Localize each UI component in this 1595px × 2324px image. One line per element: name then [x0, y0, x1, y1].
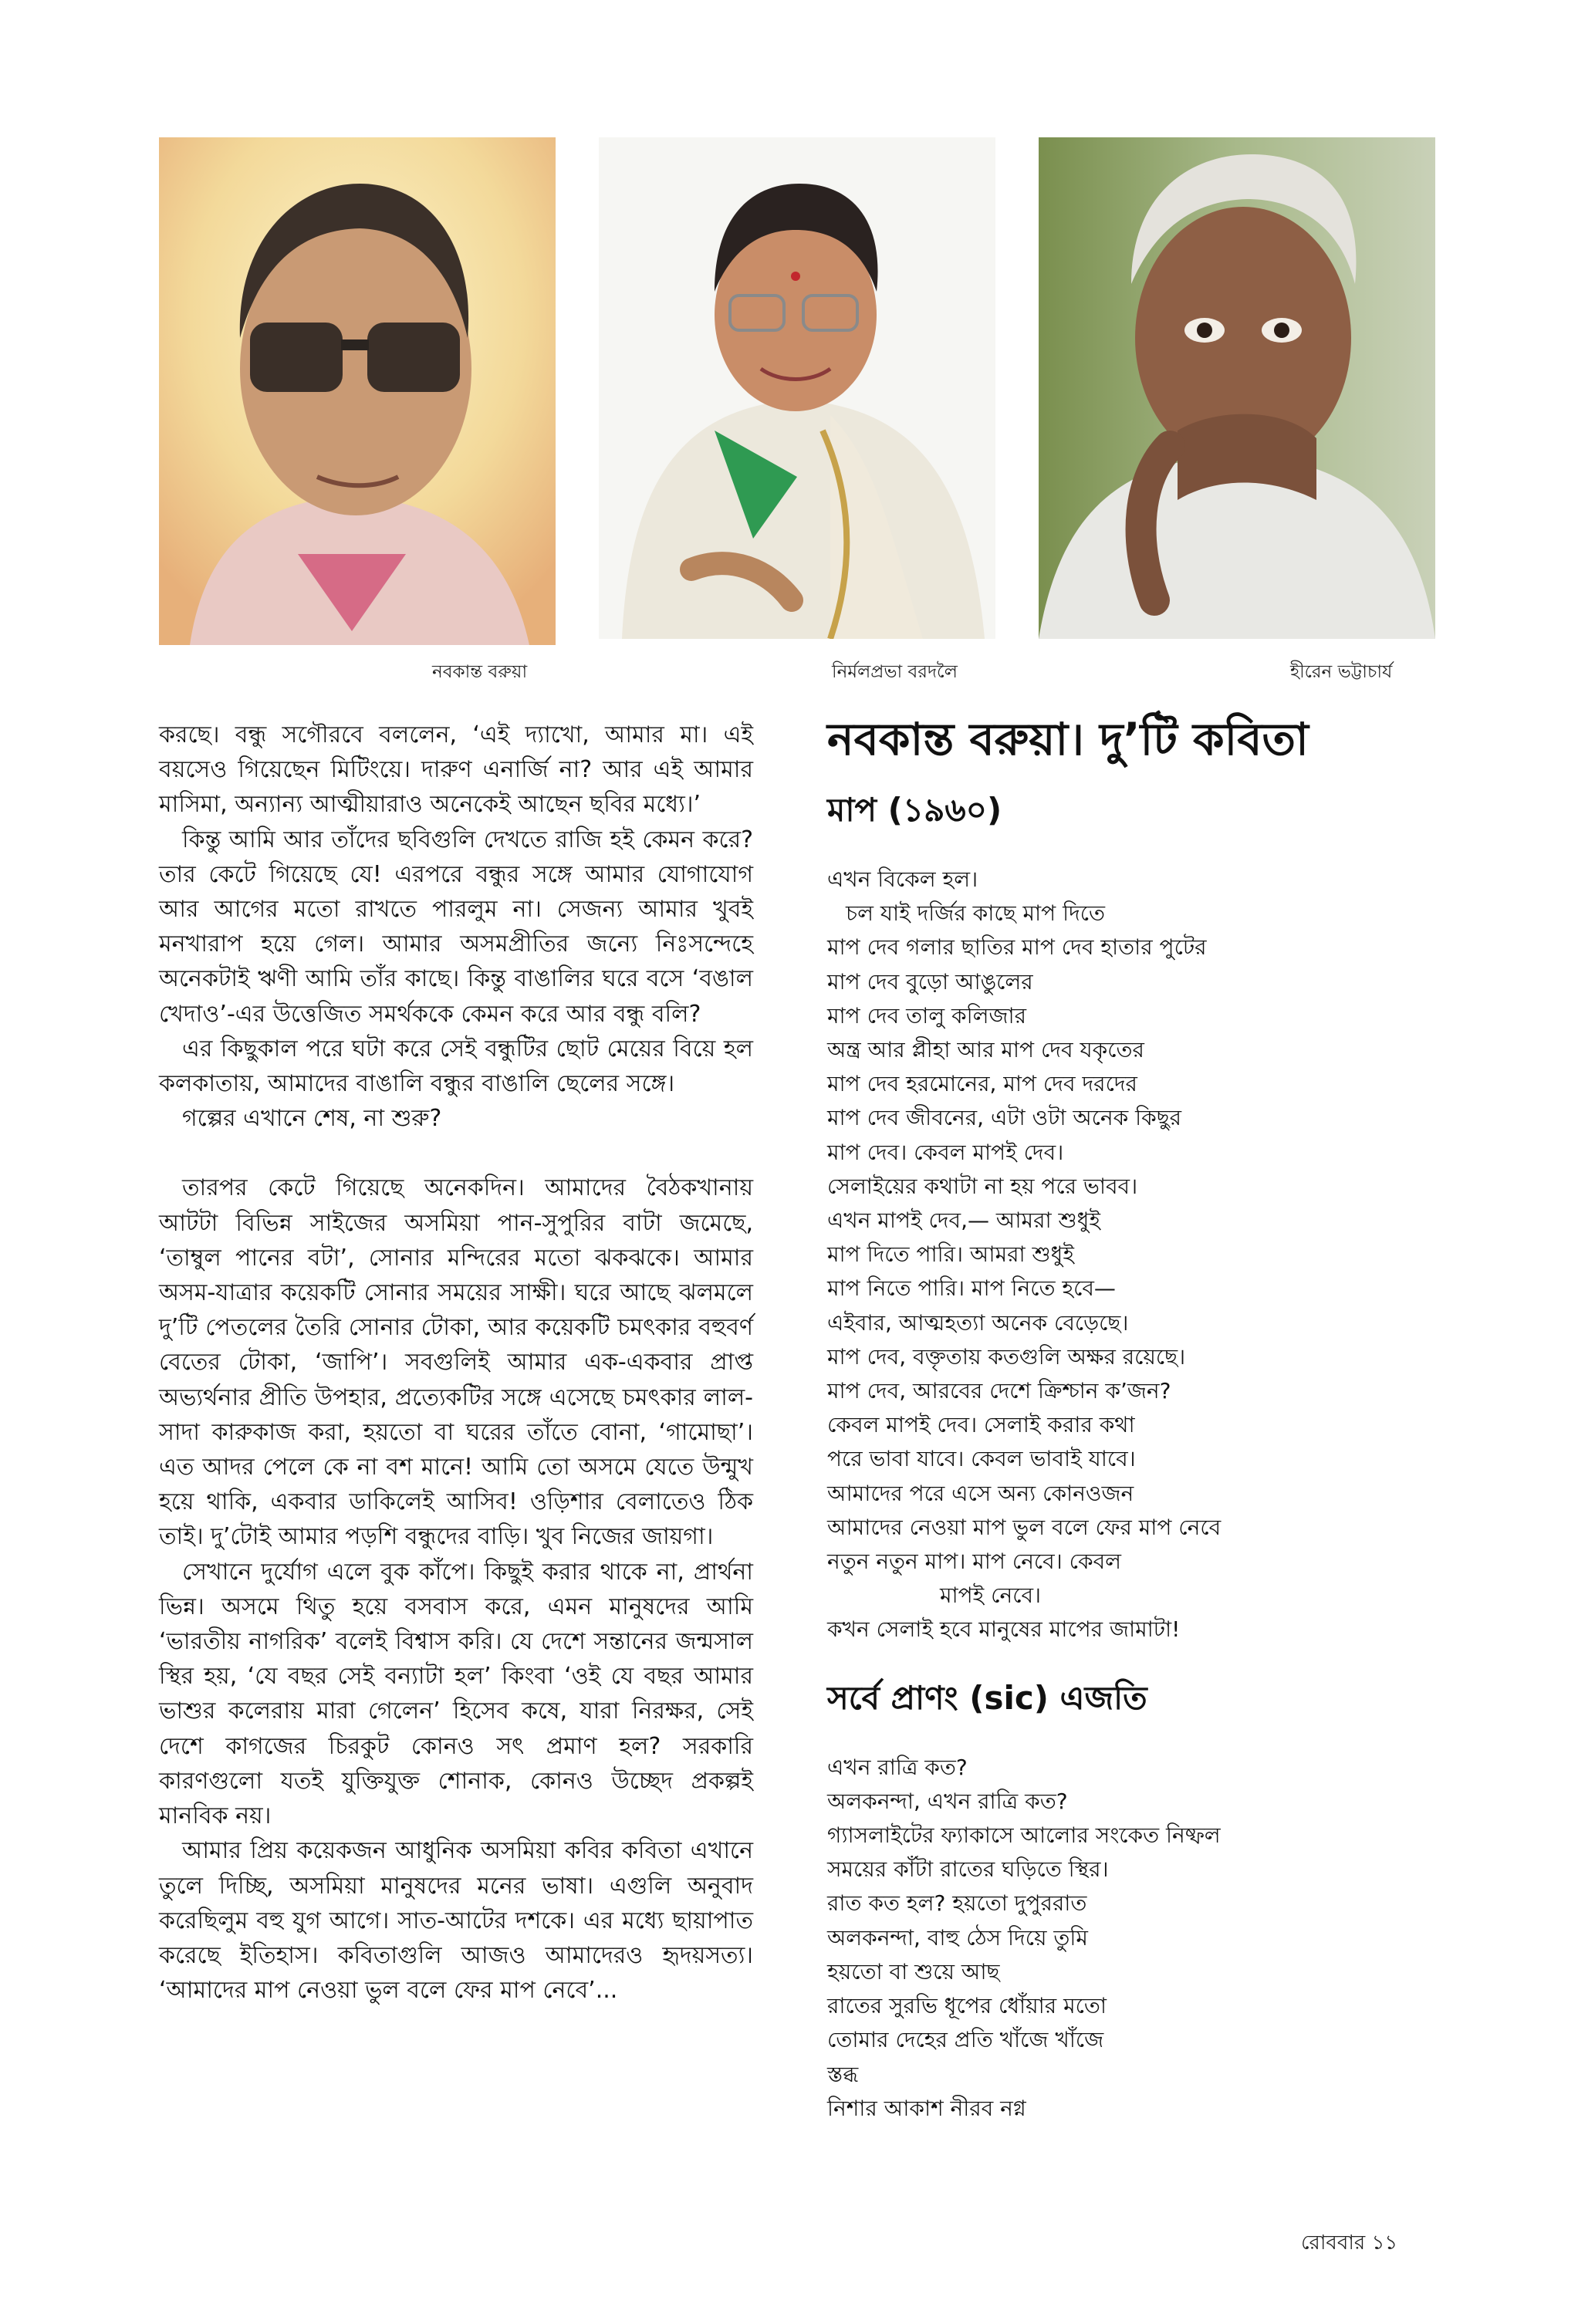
paragraph-break	[159, 1136, 753, 1170]
article-paragraph: আমার প্রিয় কয়েকজন আধুনিক অসমিয়া কবির কবিতা এখানে তুলে দিচ্ছি, অসমিয়া মানুষদের মনের ভাষা। এগুলি অনুবাদ করেছিলুম বহু যুগ আগে। সাত-আটের দশকে। এর মধ্যে ছায়াপাত করেছে ইতিহাস। কবিতাগুলি আজও আমাদেরও হৃদয়সত্য। ‘আমাদের মাপ নেওয়া ভুল বলে ফের মাপ নেবে’...	[159, 1837, 753, 2005]
poem-line: গ্যাসলাইটের ফ্যাকাসে আলোর সংকেত নিষ্ফল	[827, 1822, 1221, 1849]
poem-line: মাপ দেব বুড়ো আঙুলের	[827, 968, 1033, 995]
poem-line: সময়ের কাঁটা রাতের ঘড়িতে স্থির।	[827, 1856, 1109, 1883]
poem-sarve-pranam-body	[827, 1751, 1445, 2126]
poem-line: কখন সেলাই হবে মানুষের মাপের জামাটা!	[827, 1616, 1181, 1643]
photo-hiren-bhattacharya	[1039, 137, 1435, 639]
poem-line: অন্ত্র আর প্লীহা আর মাপ দেব যকৃতের	[827, 1037, 1144, 1063]
poem-map-body	[827, 863, 1445, 1647]
poem-line: মাপ দেব গলার ছাতির মাপ দেব হাতার পুটের	[827, 934, 1207, 961]
article-paragraph: করছে। বন্ধু সগৌরবে বললেন, ‘এই দ্যাখো, আমার মা। এই বয়সেও গিয়েছেন মিটিংয়ে। দারুণ এনার্জি না? আর এই আমার মাসিমা, অন্যান্য আত্মীয়ারাও অনেকেই আছেন ছবির মধ্যে।’	[159, 721, 753, 819]
poem-line: হয়তো বা শুয়ে আছ	[827, 1958, 1000, 1985]
poem-line: মাপ দেব তালু কলিজার	[827, 1002, 1027, 1029]
poem-line: এখন রাত্রি কত?	[827, 1754, 968, 1780]
poem-title-sarve-pranam: সর্বে প্রাণং (sic) এজতি	[827, 1678, 1147, 1717]
poem-line: রাত কত হল? হয়তো দুপুররাত	[827, 1890, 1087, 1917]
poems-column	[827, 708, 1445, 2126]
section-heading: নবকান্ত বরুয়া। দু’টি কবিতা	[827, 713, 1309, 765]
poem-line: রাতের সুরভি ধূপের ধোঁয়ার মতো	[827, 1993, 1107, 2019]
photo-caption-hiren-bhattacharya: হীরেন ভট্টাচার্য	[1290, 662, 1393, 682]
article-paragraph: গল্পের এখানে শেষ, না শুরু?	[182, 1105, 442, 1133]
photo-nabakanta-barua	[159, 137, 556, 645]
poem-line: সেলাইয়ের কথাটা না হয় পরে ভাবব।	[827, 1173, 1138, 1199]
poem-line: চল যাই দর্জির কাছে মাপ দিতে	[846, 900, 1106, 927]
poem-line: মাপ দিতে পারি। আমরা শুধুই	[827, 1241, 1074, 1268]
article-paragraph: তারপর কেটে গিয়েছে অনেকদিন। আমাদের বৈঠকখানায় আটটা বিভিন্ন সাইজের অসমিয়া পান-সুপুরির বাটা জমেছে, ‘তাম্বুল পানের বটা’, সোনার মন্দিরের মতো ঝকঝকে। আমার অসম-যাত্রার কয়েকটি সোনার সময়ের সাক্ষী। ঘরে আছে ঝলমলে দু’টি পেতলের তৈরি সোনার টোকা, আর কয়েকটি চমৎকার বহুবর্ণ বেতের টোকা, ‘জাপি’। সবগুলিই আমার এক-একবার প্রাপ্ত অভ্যর্থনার প্রীতি উপহার, প্রত্যেকটির সঙ্গে এসেছে চমৎকার লাল-সাদা কারুকাজ করা, হয়তো বা ঘরের তাঁতে বোনা, ‘গামোছা’। এত আদর পেলে কে না বশ মানে! আমি তো অসমে যেতে উন্মুখ হয়ে থাকি, একবার ডাকিলেই আসিব! ওড়িশার বেলাতেও ঠিক তাই। দু’টোই আমার পড়শি বন্ধুদের বাড়ি। খুব নিজের জায়গা।	[159, 1174, 753, 1551]
poem-line: অলকনন্দা, বাহু ঠেস দিয়ে তুমি	[827, 1924, 1088, 1951]
poem-line: মাপ দেব, আরবের দেশে ক্রিশ্চান ক’জন?	[827, 1378, 1171, 1404]
article-paragraph: কিন্তু আমি আর তাঁদের ছবিগুলি দেখতে রাজি হই কেমন করে? তার কেটে গিয়েছে যে! এরপরে বন্ধুর সঙ্গে আমার যোগাযোগ আর আগের মতো রাখতে পারলুম না। সেজন্য আমার খুবই মনখারাপ হয়ে গেল। আমার অসমপ্রীতির জন্যে নিঃসন্দেহে অনেকটাই ঋণী আমি তাঁর কাছে। কিন্তু বাঙালির ঘরে বসে ‘বঙাল খেদাও’-এর উত্তেজিত সমর্থককে কেমন করে আর বন্ধু বলি?	[159, 826, 753, 1028]
poem-line: এখন বিকেল হল।	[827, 866, 978, 892]
poem-line: মাপ দেব। কেবল মাপই দেব।	[827, 1139, 1064, 1165]
poem-line: তোমার দেহের প্রতি খাঁজে খাঁজে	[827, 2027, 1104, 2053]
poem-line: মাপ দেব হরমোনের, মাপ দেব দরদের	[827, 1071, 1137, 1097]
photo-caption-nabakanta-barua: নবকান্ত বরুয়া	[432, 662, 528, 682]
poem-line: অলকনন্দা, এখন রাত্রি কত?	[827, 1788, 1068, 1814]
poem-line: মাপই নেবে।	[940, 1583, 1042, 1609]
poem-line: নিশার আকাশ নীরব নগ্ন	[827, 2095, 1026, 2121]
photo-caption-nirmalprabha-bordoloi: নির্মলপ্রভা বরদলৈ	[832, 662, 958, 682]
photo-nirmalprabha-bordoloi	[599, 137, 995, 639]
poem-line: আমাদের পরে এসে অন্য কোনওজন	[827, 1480, 1134, 1506]
poem-line: নতুন নতুন মাপ। মাপ নেবে। কেবল	[827, 1549, 1122, 1575]
poem-line: আমাদের নেওয়া মাপ ভুল বলে ফের মাপ নেবে	[827, 1514, 1222, 1540]
poem-line: স্তব্ধ	[827, 2061, 859, 2087]
poem-line: এখন মাপই দেব,— আমরা শুধুই	[827, 1208, 1100, 1234]
poem-line: মাপ দেব, বক্তৃতায় কতগুলি অক্ষর রয়েছে।	[827, 1343, 1186, 1370]
page-footer-label: রোববার ১১	[1301, 2231, 1398, 2255]
article-left-column	[159, 718, 753, 2008]
poem-line: কেবল মাপই দেব। সেলাই করার কথা	[827, 1412, 1135, 1438]
poem-line: মাপ নিতে পারি। মাপ নিতে হবে—	[827, 1275, 1116, 1302]
poem-line: পরে ভাবা যাবে। কেবল ভাবাই যাবে।	[827, 1446, 1136, 1472]
poem-line: এইবার, আত্মহত্যা অনেক বেড়েছে।	[827, 1309, 1129, 1336]
article-paragraph: এর কিছুকাল পরে ঘটা করে সেই বন্ধুটির ছোট মেয়ের বিয়ে হল কলকাতায়, আমাদের বাঙালি বন্ধুর বাঙালি ছেলের সঙ্গে।	[159, 1035, 753, 1098]
poem-title-map: মাপ (১৯৬০)	[827, 791, 1002, 829]
poem-line: মাপ দেব জীবনের, এটা ওটা অনেক কিছুর	[827, 1105, 1182, 1131]
article-paragraph: সেখানে দুর্যোগ এলে বুক কাঁপে। কিছুই করার থাকে না, প্রার্থনা ভিন্ন। অসমে থিতু হয়ে বসবাস করে, এমন মানুষদের আমি ‘ভারতীয় নাগরিক’ বলেই বিশ্বাস করি। যে দেশে সন্তানের জন্মসাল স্থির হয়, ‘যে বছর সেই বন্যাটা হল’ কিংবা ‘ওই যে বছর আমার ভাশুর কলেরায় মারা গেলেন’ হিসেব কষে, যারা নিরক্ষর, সেই দেশে কাগজের চিরকুট কোনও সৎ প্রমাণ হল? সরকারি কারণগুলো যতই যুক্তিযুক্ত শোনাক, কোনও উচ্ছেদ প্রকল্পই মানবিক নয়।	[159, 1558, 753, 1830]
